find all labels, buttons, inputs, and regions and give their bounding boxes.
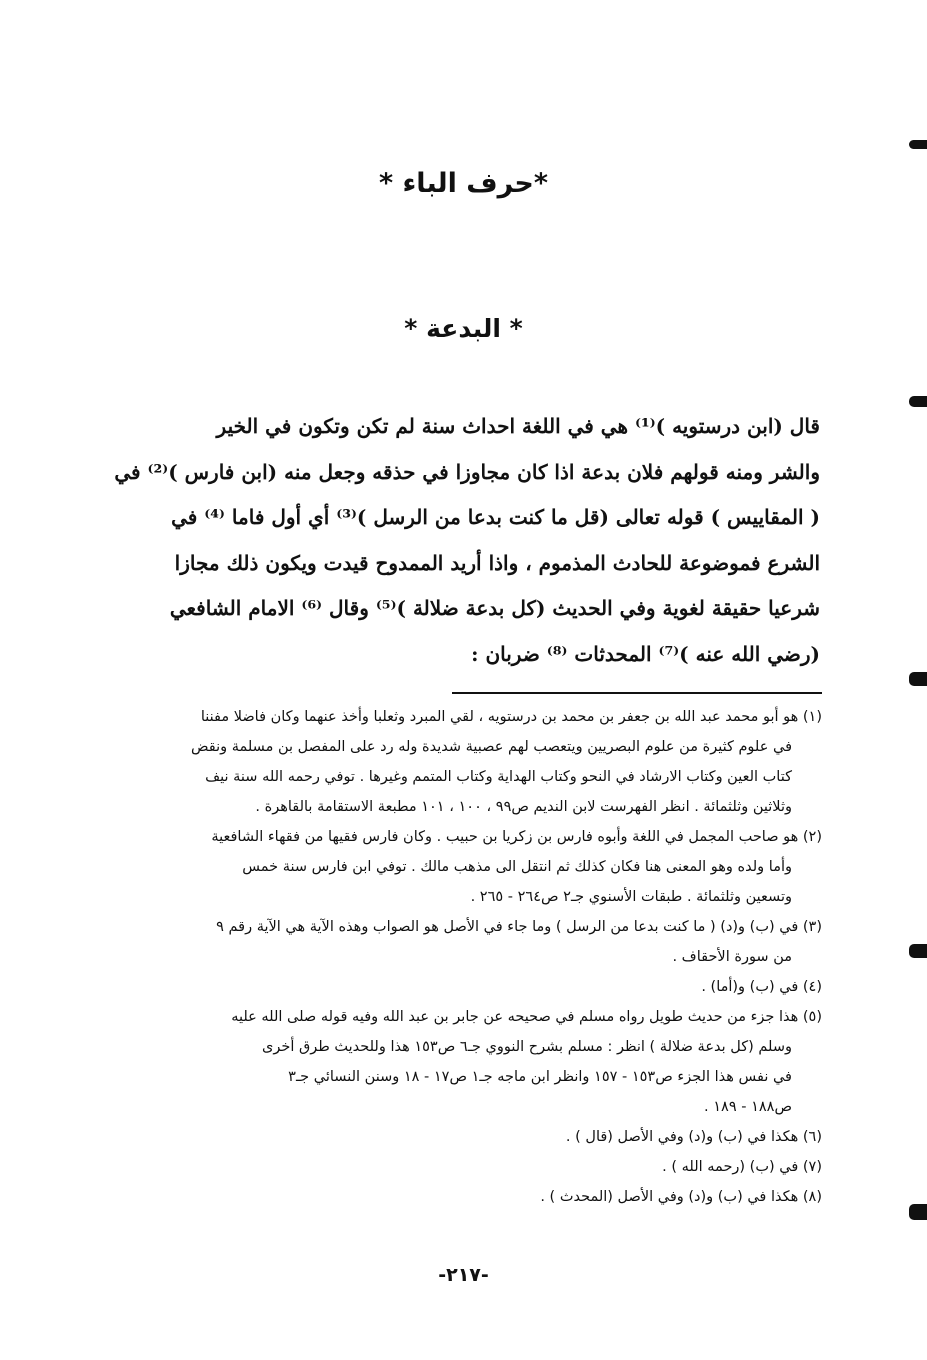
chapter-title: *حرف الباء *: [378, 168, 548, 199]
body-line: ( المقاييس ) قوله تعالى (قل ما كنت بدعا من الرسل )⁽³⁾ أي أول فاما ⁽⁴⁾ في: [171, 505, 820, 529]
scan-edge-mark: [909, 672, 927, 686]
scan-edge-mark: [909, 1204, 927, 1220]
footnotes: [128, 702, 822, 1212]
footnote-5-line: (٥) هذا جزء من حديث طويل رواه مسلم في صحيحه عن جابر بن عبد الله وفيه قوله صلى الله عليه: [231, 1009, 822, 1025]
page-number: -٢١٧-: [438, 1264, 489, 1286]
footnote-1-line: وثلاثين وثلثمائة . انظر الفهرست لابن النديم ص٩٩ ، ١٠٠ ، ١٠١ مطبعة الاستقامة بالقاهرة .: [255, 799, 792, 815]
footnote-1-line: (١) هو أبو محمد عبد الله بن جعفر بن محمد بن درستويه ، لقي المبرد وثعلبا وأخذ عنهما وكان فاضلا مفننا: [200, 709, 822, 725]
footnote-8-line: (٨) هكذا في (ب) و(د) وفي الأصل (المحدث ) .: [540, 1189, 822, 1205]
body-line: شرعيا حقيقة لغوية وفي الحديث (كل بدعة ضلالة )⁽⁵⁾ وقال ⁽⁶⁾ الامام الشافعي: [169, 596, 820, 620]
footnote-2-line: (٢) هو صاحب المجمل في اللغة وأبوه فارس بن زكريا بن حبيب . وكان فارس فقيها من فقهاء الشافعية: [211, 829, 822, 845]
body-line: (رضي الله عنه )⁽⁷⁾ المحدثات ⁽⁸⁾ ضربان :: [471, 641, 820, 666]
scan-edge-mark: [909, 944, 927, 958]
footnote-divider: [452, 692, 822, 694]
footnote-7-line: (٧) في (ب) (رحمه الله ) .: [662, 1159, 822, 1175]
footnote-1-line: في علوم كثيرة من علوم البصريين ويتعصب لهم عصبية شديدة وله رد على المفصل بن مسلمة ونقض: [190, 739, 792, 755]
footnote-6-line: (٦) هكذا في (ب) و(د) وفي الأصل (قال ) .: [565, 1129, 822, 1145]
main-paragraph: [112, 404, 820, 677]
footnote-1-line: كتاب العين وكتاب الارشاد في النحو وكتاب الهداية وكتاب المتمم وغيرها . توفي رحمه الله سنة نيف: [205, 769, 792, 785]
footnote-3-line: من سورة الأحقاف .: [672, 949, 792, 965]
section-title: * البدعة *: [404, 314, 523, 343]
footnote-2-line: وأما ولده وهو المعنى هنا فكان كذلك ثم انتقل الى مذهب مالك . توفي ابن فارس سنة خمس: [242, 859, 792, 875]
footnote-4-line: (٤) في (ب) و(أما) .: [701, 979, 822, 995]
body-line: الشرع فموضوعة للحادث المذموم ، واذا أريد الممدوح قيدت ويكون ذلك مجازا: [174, 550, 820, 575]
footnote-5-line: ص١٨٨ - ١٨٩ .: [704, 1099, 792, 1115]
body-line: قال (ابن درستويه )⁽¹⁾ هي في اللغة احداث سنة لم تكن وتكون في الخير: [216, 414, 820, 438]
footnote-5-line: وسلم (كل بدعة ضلالة ) انظر : مسلم بشرح النووي جـ٦ ص١٥٣ هذا وللحديث طرق أخرى: [262, 1039, 792, 1055]
body-line: والشر ومنه قولهم فلان بدعة اذا كان مجاوزا في حذقه وجعل منه (ابن فارس )⁽²⁾ في: [114, 459, 820, 484]
footnote-5-line: في نفس هذا الجزء ص١٥٣ - ١٥٧ وانظر ابن ماجه جـ١ ص١٧ - ١٨ وسنن النسائي جـ٣: [288, 1069, 792, 1085]
scan-edge-mark: [909, 396, 927, 407]
scan-edge-mark: [909, 140, 927, 149]
footnote-3-line: (٣) في (ب) و(د) ( ما كنت بدعا من الرسل ) وما جاء في الأصل هو الصواب وهذه الآية هي الآية رقم ٩: [216, 919, 822, 935]
footnote-2-line: وتسعين وثلثمائة . طبقات الأسنوي جـ٢ ص٢٦٤ - ٢٦٥ .: [470, 889, 792, 905]
